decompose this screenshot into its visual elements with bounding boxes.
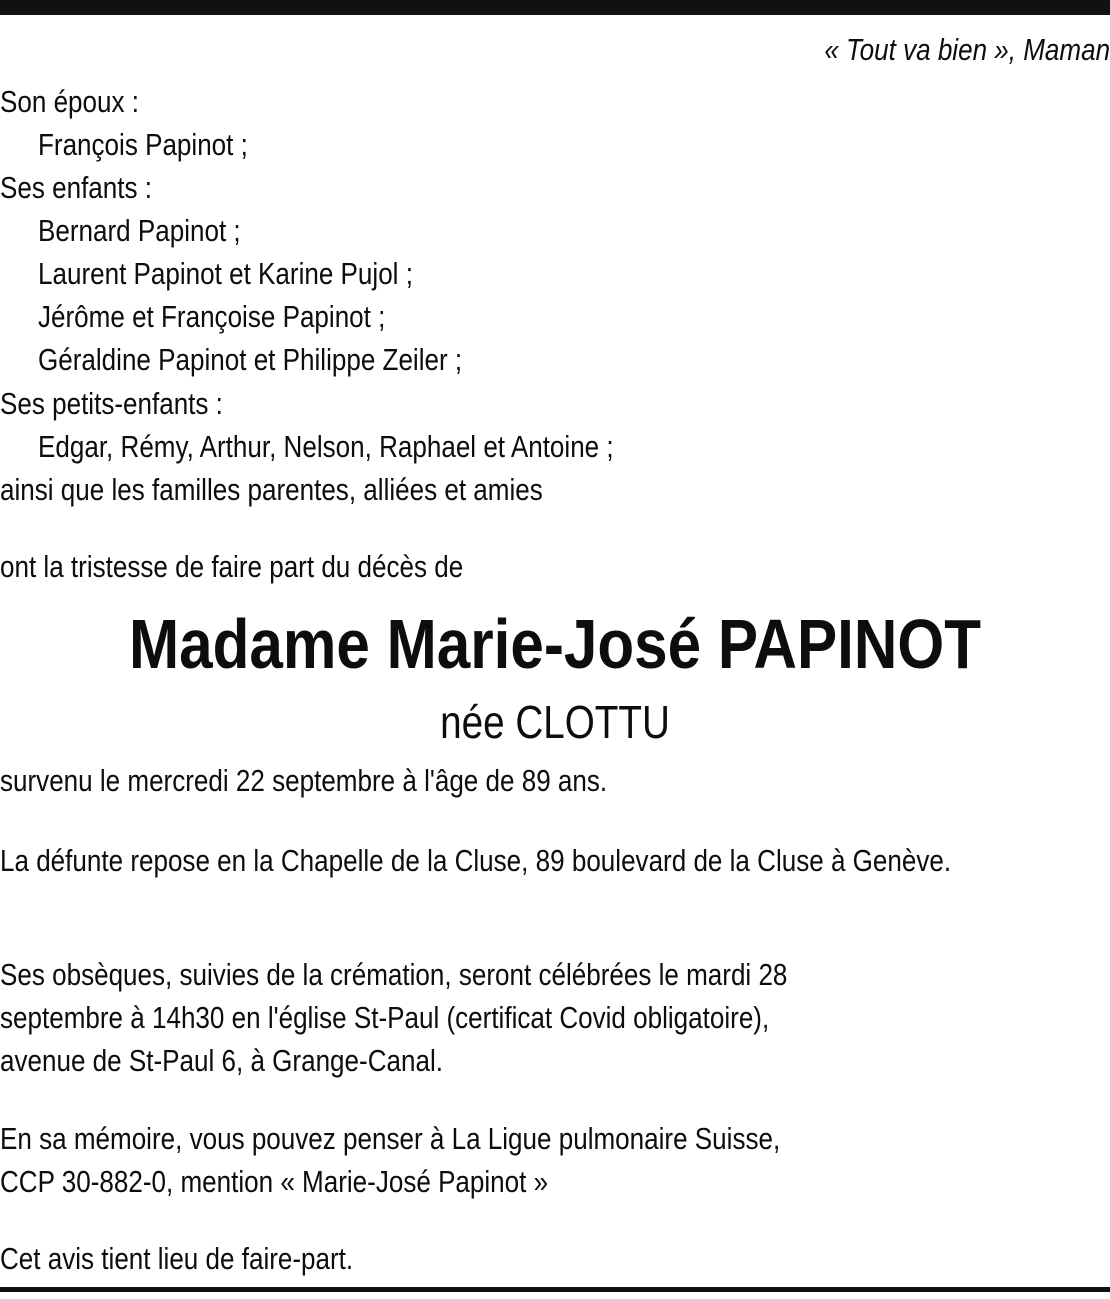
rest-place-paragraph: La défunte repose en la Chapelle de la Cluse, 89 boulevard de la Cluse à Genève.: [0, 843, 952, 878]
donation-line: En sa mémoire, vous pouvez penser à La Ligue pulmonaire Suisse,: [0, 1121, 781, 1156]
funeral-line: Ses obsèques, suivies de la crémation, seront célébrées le mardi 28: [0, 957, 788, 992]
spouse-name: François Papinot ;: [38, 127, 248, 162]
funeral-line: septembre à 14h30 en l'église St-Paul (certificat Covid obligatoire),: [0, 1000, 770, 1035]
donation-line: CCP 30-882-0, mention « Marie-José Papinot »: [0, 1164, 549, 1199]
bottom-border-rule: [0, 1287, 1110, 1292]
child-entry: Jérôme et Françoise Papinot ;: [38, 299, 386, 334]
grandchildren-label: Ses petits-enfants :: [0, 386, 223, 421]
maiden-name: née CLOTTU: [440, 696, 670, 748]
children-label: Ses enfants :: [0, 170, 153, 205]
top-border-rule: [0, 0, 1110, 15]
announcement-text: ont la tristesse de faire part du décès de: [0, 549, 464, 584]
child-entry: Géraldine Papinot et Philippe Zeiler ;: [38, 342, 463, 377]
funeral-line: avenue de St-Paul 6, à Grange-Canal.: [0, 1043, 443, 1078]
relatives-line: ainsi que les familles parentes, alliées et amies: [0, 472, 543, 507]
grandchildren-names: Edgar, Rémy, Arthur, Nelson, Raphael et Antoine ;: [38, 429, 614, 464]
child-entry: Bernard Papinot ;: [38, 213, 241, 248]
epigraph-quote: « Tout va bien », Maman: [824, 32, 1110, 67]
death-info: survenu le mercredi 22 septembre à l'âge de 89 ans.: [0, 763, 608, 798]
deceased-name: Madame Marie-José PAPINOT: [129, 605, 981, 683]
closing-note: Cet avis tient lieu de faire-part.: [0, 1241, 354, 1276]
child-entry: Laurent Papinot et Karine Pujol ;: [38, 256, 413, 291]
spouse-label: Son époux :: [0, 84, 139, 119]
